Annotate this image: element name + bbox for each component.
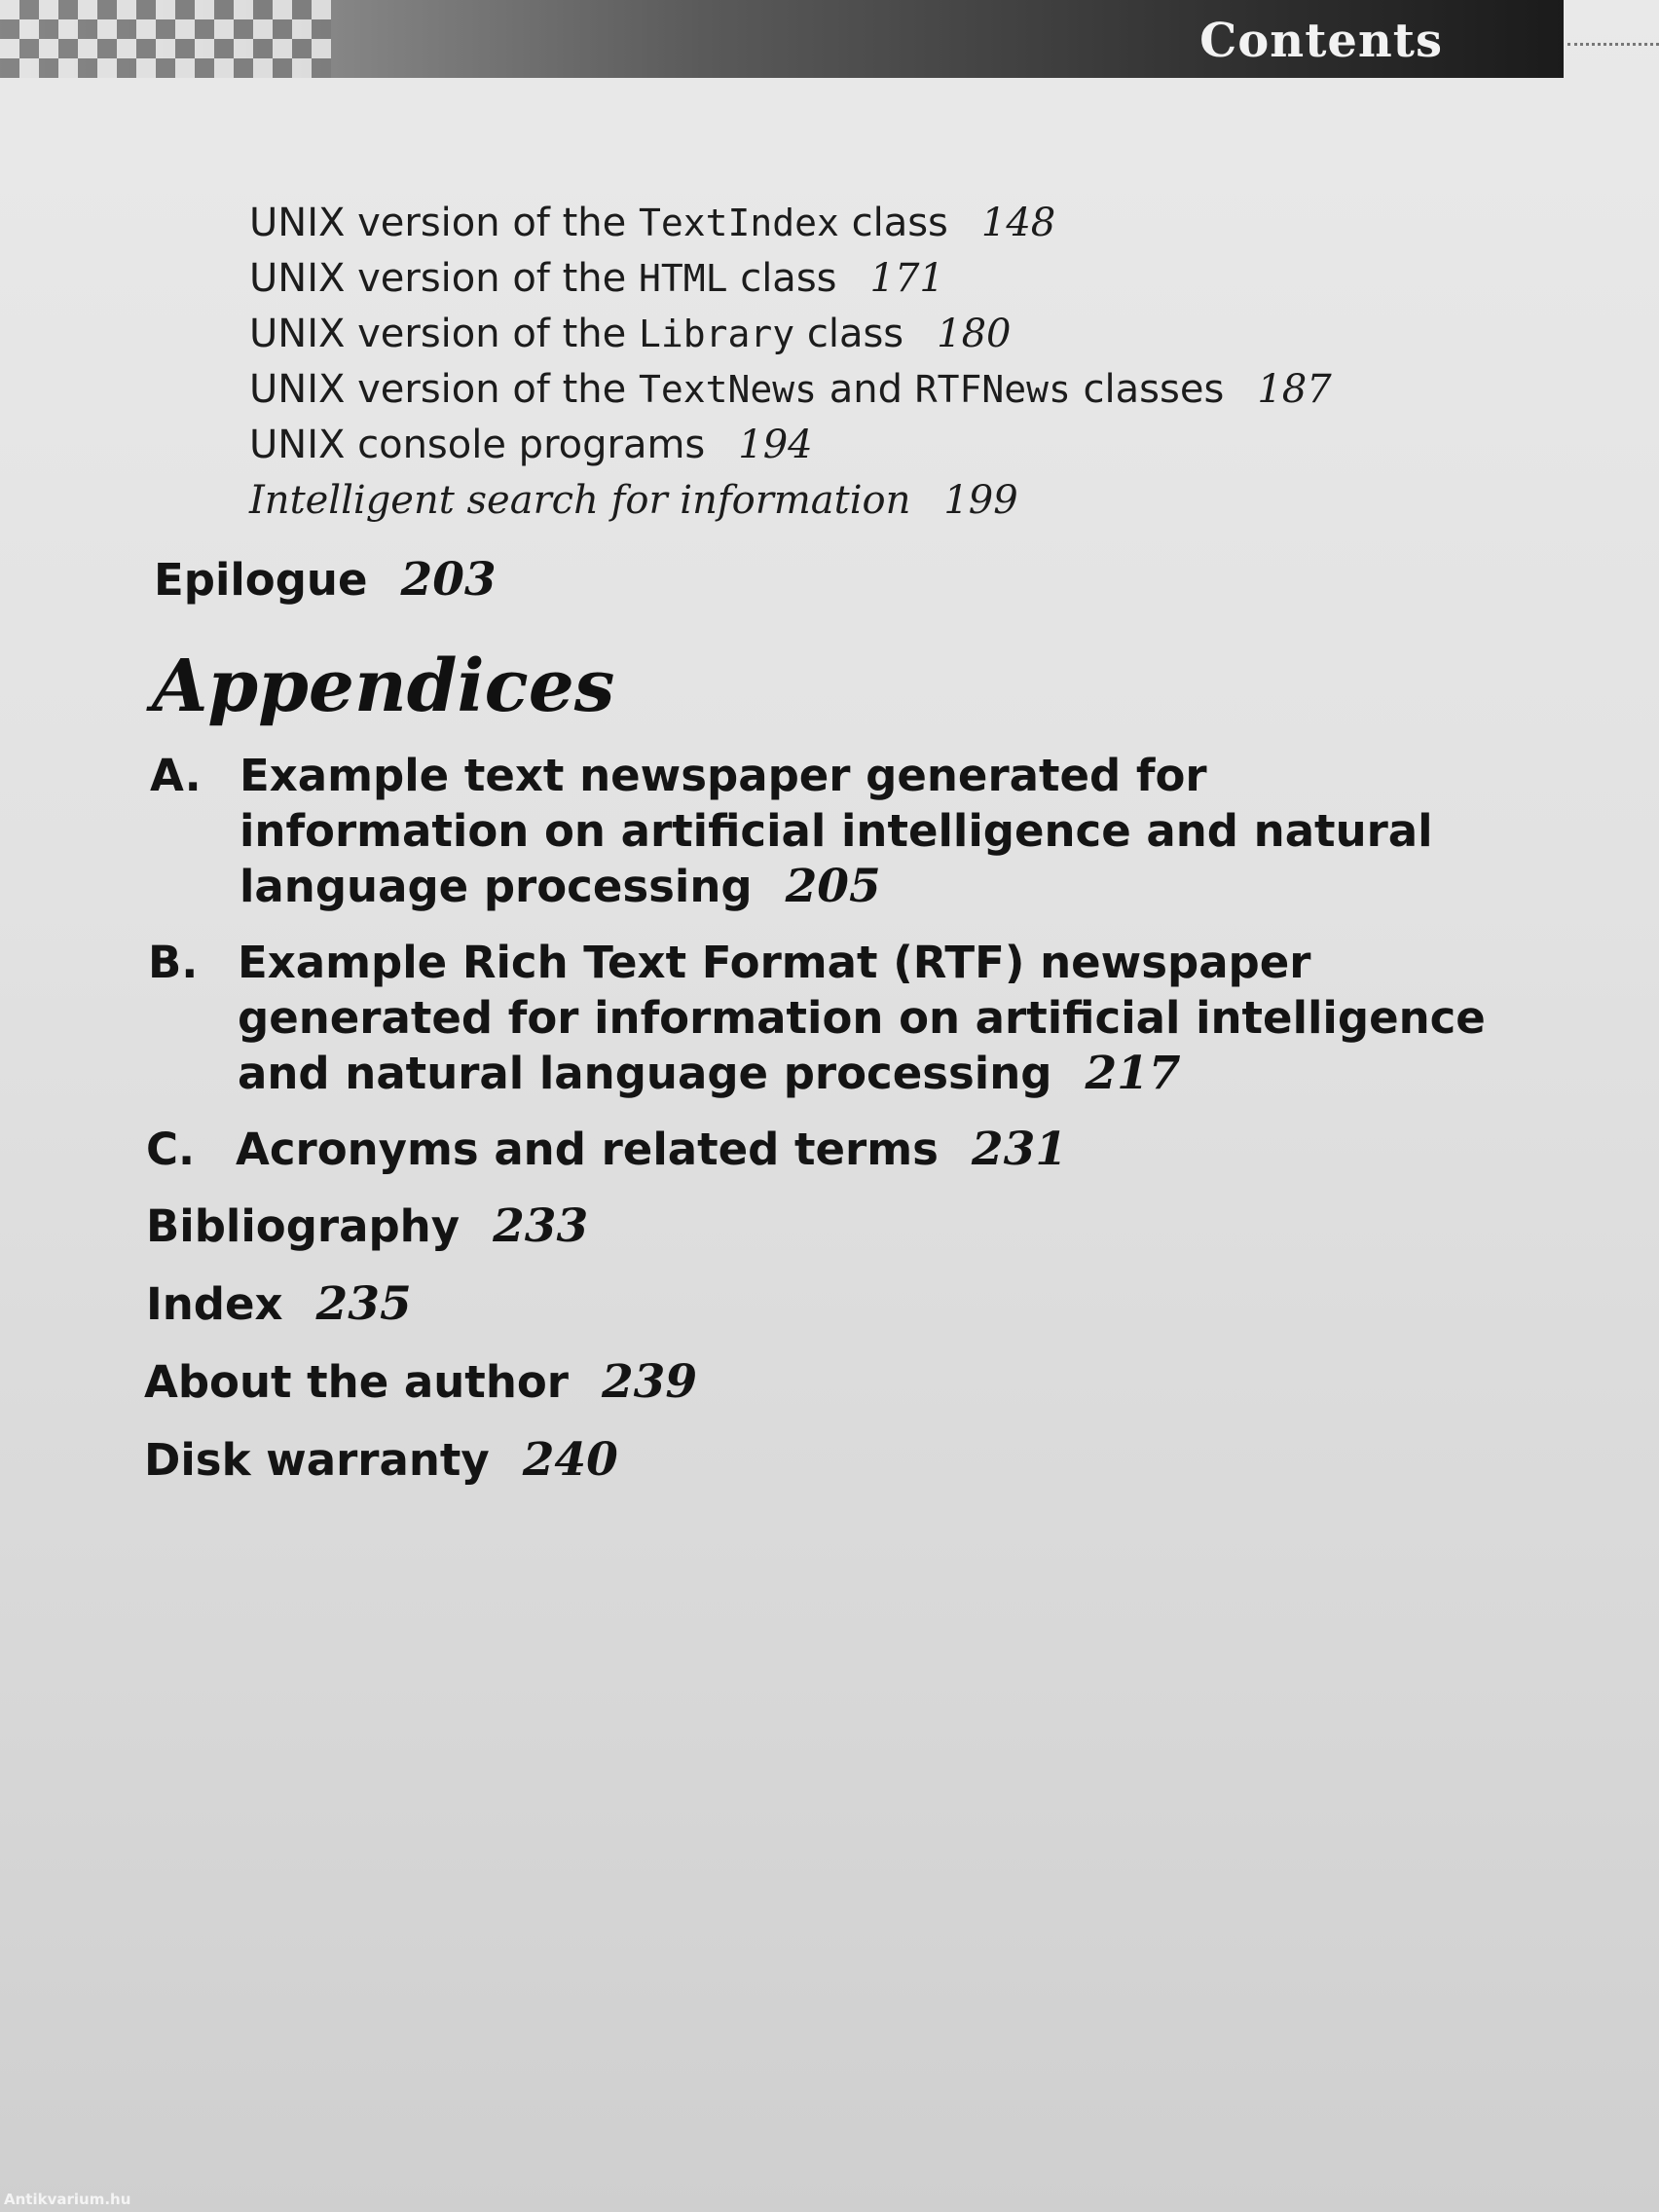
appendices-heading: Appendices: [152, 645, 615, 728]
toc-entry: [249, 312, 1012, 356]
toc-entry: [249, 423, 813, 467]
entry-label: Bibliography: [146, 1200, 461, 1252]
page-number: 203: [400, 553, 497, 607]
page-number: 180: [937, 312, 1012, 356]
page-number: 205: [785, 860, 881, 913]
entry-text: UNIX version of the: [249, 312, 639, 356]
entry-text: Intelligent search for information: [249, 478, 911, 523]
page-number: 199: [943, 478, 1018, 523]
page-number: 217: [1085, 1047, 1181, 1100]
appendix-text-wrap: [236, 1122, 1560, 1177]
header-band: [0, 0, 1564, 78]
toc-entry: [249, 256, 944, 301]
toc-entry: [249, 478, 1018, 523]
page-number: 171: [869, 256, 944, 301]
entry-text: UNIX version of the: [249, 367, 639, 412]
page-number: 194: [738, 423, 813, 467]
toc-bibliography: [146, 1199, 588, 1253]
page-number: 239: [601, 1355, 698, 1409]
toc-epilogue: [154, 553, 497, 607]
entry-label: Disk warranty: [144, 1434, 490, 1486]
entry-text-suffix: class: [794, 312, 904, 356]
running-header-title: Contents: [1199, 14, 1443, 68]
appendix-letter: B.: [148, 937, 199, 988]
page-number: 231: [971, 1123, 1068, 1176]
entry-code: TextIndex: [638, 202, 839, 244]
toc-disk-warranty: [144, 1433, 618, 1487]
page-number: 148: [980, 201, 1056, 245]
entry-text-mid: and: [817, 367, 915, 412]
checker-pattern: [0, 0, 331, 78]
header-dotted-rule: [1567, 43, 1659, 46]
appendix-text: Example Rich Text Format (RTF) newspaper generated for information on artificial intelligence and natural language processing: [238, 937, 1486, 1099]
entry-code: Library: [638, 313, 795, 355]
entry-code-2: RTFNews: [914, 368, 1071, 411]
entry-code: HTML: [638, 257, 728, 300]
page-number: 240: [522, 1433, 618, 1487]
toc-entry: [249, 201, 1055, 245]
toc-entry: [249, 367, 1332, 412]
entry-text-suffix: classes: [1070, 367, 1225, 412]
page-number: 235: [315, 1277, 412, 1331]
entry-label: About the author: [144, 1356, 569, 1408]
entry-text: UNIX version of the: [249, 201, 639, 245]
watermark-text: Antikvarium.hu: [4, 2191, 131, 2208]
entry-text-suffix: class: [838, 201, 948, 245]
entry-text: UNIX console programs: [249, 423, 706, 467]
appendix-text-wrap: [240, 748, 1505, 914]
page-number: 233: [493, 1199, 589, 1253]
entry-code: TextNews: [638, 368, 817, 411]
entry-label: Epilogue: [154, 554, 368, 606]
entry-text: UNIX version of the: [249, 256, 639, 301]
appendix-letter: C.: [146, 1124, 196, 1175]
page-number: 187: [1257, 367, 1332, 412]
appendix-text-wrap: [238, 935, 1581, 1101]
toc-index: [146, 1277, 412, 1331]
appendix-text: Example text newspaper generated for information on artificial intelligence and natural language processing: [240, 750, 1433, 912]
toc-about-author: [144, 1355, 697, 1409]
appendix-text: Acronyms and related terms: [236, 1124, 939, 1175]
entry-text-suffix: class: [727, 256, 837, 301]
appendix-letter: A.: [150, 750, 202, 801]
entry-label: Index: [146, 1278, 283, 1330]
